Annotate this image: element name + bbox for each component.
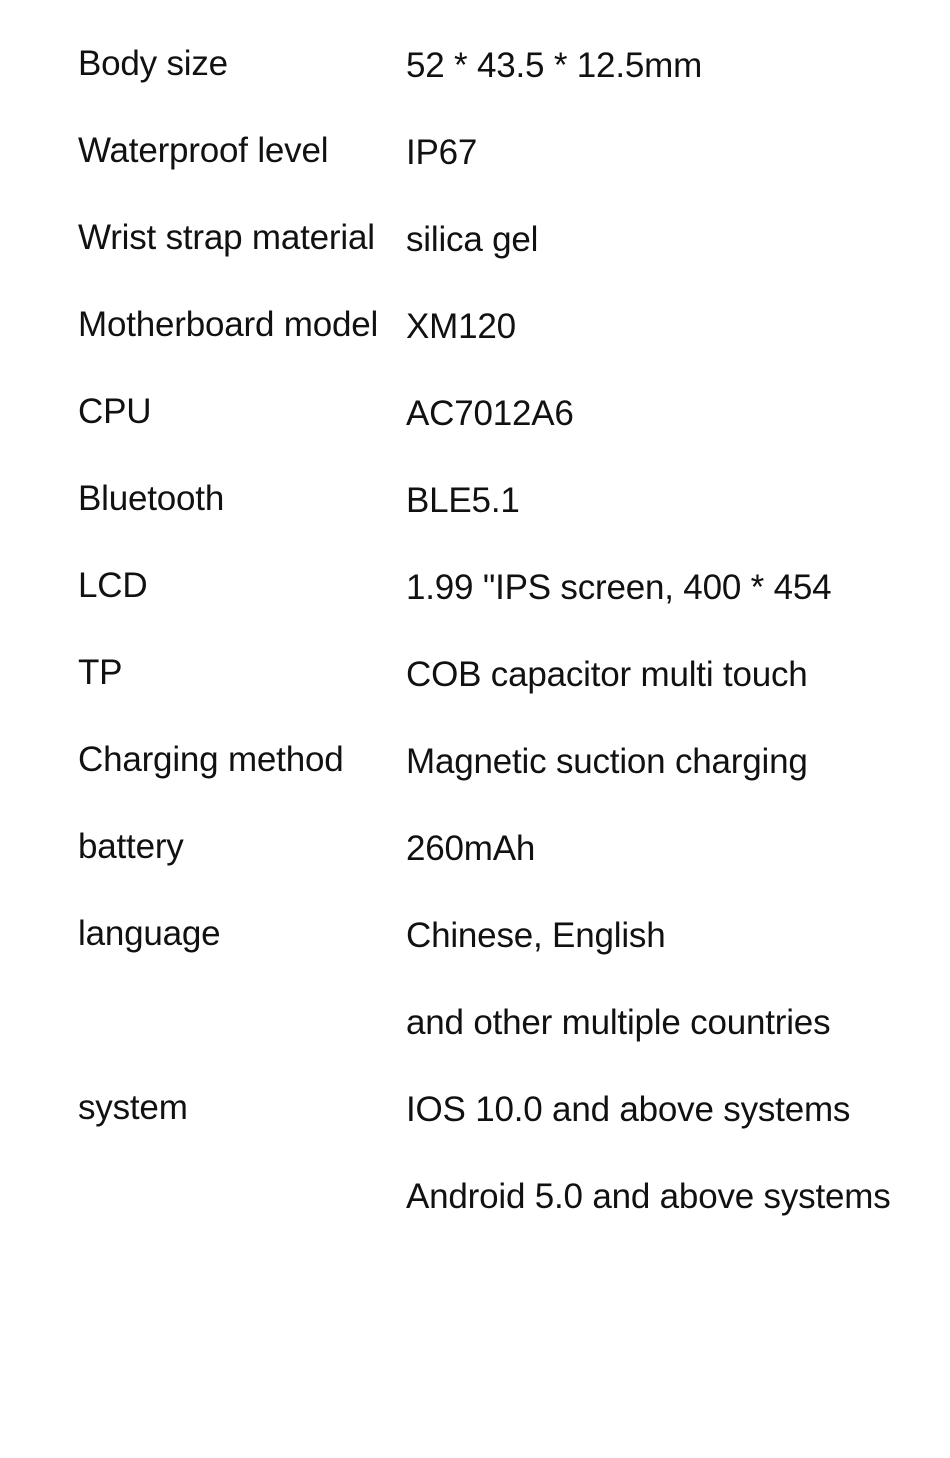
spec-value: and other multiple countries <box>406 1003 831 1042</box>
spec-label: battery <box>78 827 184 866</box>
spec-row-motherboard-model <box>0 305 950 392</box>
spec-row-language-continued <box>0 1001 950 1088</box>
spec-row-tp <box>0 653 950 740</box>
spec-label: Bluetooth <box>78 479 225 518</box>
spec-value: silica gel <box>406 220 539 259</box>
spec-label: Wrist strap material <box>78 218 375 257</box>
spec-label: TP <box>78 653 123 692</box>
spec-row-lcd <box>0 566 950 653</box>
spec-value: IOS 10.0 and above systems <box>406 1090 851 1129</box>
spec-row-wrist-strap-material <box>0 218 950 305</box>
spec-label: system <box>78 1088 188 1127</box>
spec-value: Android 5.0 and above systems <box>406 1177 891 1216</box>
spec-value: AC7012A6 <box>406 394 574 433</box>
spec-label: Waterproof level <box>78 131 329 170</box>
spec-row-bluetooth <box>0 479 950 566</box>
spec-value: 1.99 "IPS screen, 400 * 454 <box>406 568 832 607</box>
spec-row-waterproof-level <box>0 131 950 218</box>
spec-row-battery <box>0 827 950 914</box>
spec-label: language <box>78 914 221 953</box>
spec-row-system <box>0 1088 950 1175</box>
spec-label: Body size <box>78 44 228 83</box>
spec-label: CPU <box>78 392 152 431</box>
spec-label: LCD <box>78 566 148 605</box>
spec-label: Charging method <box>78 740 344 779</box>
spec-row-charging-method <box>0 740 950 827</box>
spec-value: XM120 <box>406 307 516 346</box>
spec-row-body-size <box>0 44 950 131</box>
spec-label: Motherboard model <box>78 305 379 344</box>
spec-value: 260mAh <box>406 829 536 868</box>
spec-row-system-continued <box>0 1175 950 1262</box>
spec-row-cpu <box>0 392 950 479</box>
spec-value: BLE5.1 <box>406 481 520 520</box>
spec-value: Magnetic suction charging <box>406 742 808 781</box>
spec-value: 52 * 43.5 * 12.5mm <box>406 46 703 85</box>
spec-row-language <box>0 914 950 1001</box>
spec-value: IP67 <box>406 133 478 172</box>
spec-value: Chinese, English <box>406 916 666 955</box>
spec-value: COB capacitor multi touch <box>406 655 808 694</box>
